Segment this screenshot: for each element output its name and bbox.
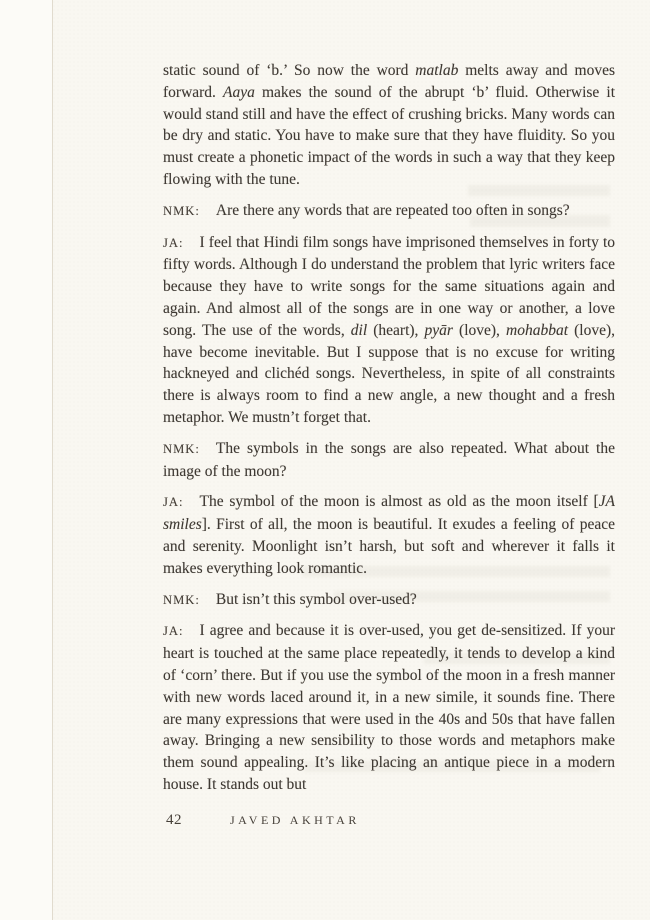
italic-text: matlab [415,62,459,79]
speaker-label: JA: [163,495,184,510]
paragraph [163,438,615,483]
italic-text: JA smiles [163,493,615,534]
paragraph [163,620,615,795]
body-text: (love), [452,321,507,339]
body-text: I feel that Hindi film songs have imprisoned themselves in forty to fifty words. Although I do understand the problem that lyric writers face because they have to write songs for the same situations again and again. And almost all of the songs are in one way or another, a love song. The use of the words, [163,233,615,339]
body-text: But isn’t this symbol over-used? [215,590,417,608]
paragraph [163,60,615,191]
page-number: 42 [166,812,182,828]
body-text: (heart), [367,321,425,339]
body-text: The symbol of the moon is almost as old as the moon itself [ [199,493,599,511]
speaker-label: JA: [163,624,184,639]
body-text: ]. First of all, the moon is beautiful. It exudes a feeling of peace and serenity. Moonlight isn’t harsh, but soft and wherever it falls it makes everything look romantic. [163,516,615,577]
body-text: (love), have become inevitable. But I suppose that is no excuse for writing hackneyed and clichéd songs. Nevertheless, in spite of all constraints there is always room to find a new angle, a new thought and a fresh metaphor. We mustn’t forget that. [163,321,616,426]
page-footer [166,812,360,829]
body-text: static sound of ‘b.’ So now the word [163,62,416,79]
running-footer: JAVED AKHTAR [230,813,360,827]
italic-text: Aaya [223,83,255,101]
italic-text: mohabbat [506,321,569,339]
italic-text: pyār [424,321,453,339]
interview-text-block [163,60,615,805]
body-text: The symbols in the songs are also repeated. What about the image of the moon? [163,439,615,480]
page-edge-line [52,0,53,920]
speaker-label: NMK: [163,441,200,456]
paragraph [163,491,615,579]
speaker-label: JA: [163,235,184,250]
paragraph [163,589,615,612]
italic-text: dil [350,321,368,339]
speaker-label: NMK: [163,203,200,218]
page-gutter [0,0,52,920]
paragraph [163,200,615,223]
body-text: I agree and because it is over-used, you get de-sensitized. If your heart is touched at the same place repeatedly, it tends to develop a kind of ‘corn’ there. But if you use the symbol of the moon in a fresh manner with new words laced around it, in a new simile, it sounds fine. There are many expressions that were used in the 40s and 50s that have fallen away. Bringing a new sensibility to those words and metaphors make them sound appealing. It’s like placing an antique piece in a modern house. It stands out but [163,622,615,793]
body-text: Are there any words that are repeated too often in songs? [215,201,570,219]
paragraph [163,232,615,429]
speaker-label: NMK: [163,592,200,607]
body-text: makes the sound of the abrupt ‘b’ fluid. Otherwise it would stand still and have the effect of crushing bricks. Many words can be dry and static. You have to make sure that they have fluidity. So you must create a phonetic impact of the words in such a way that they keep flowing with the tune. [163,83,615,188]
body-text: melts away and moves forward. [163,62,615,101]
